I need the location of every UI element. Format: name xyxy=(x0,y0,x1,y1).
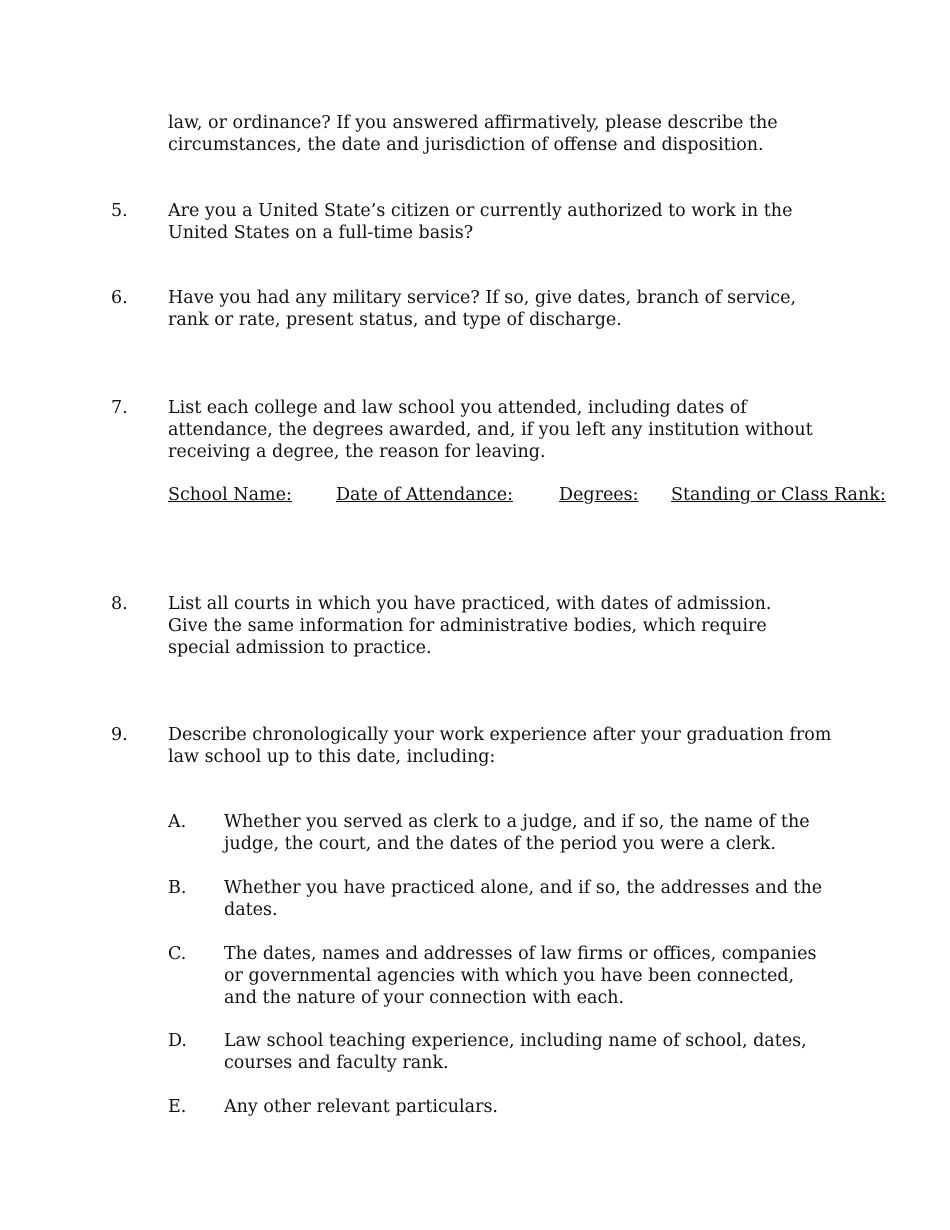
text-line: receiving a degree, the reason for leaving. xyxy=(168,442,546,462)
text-line: Give the same information for administrative bodies, which require xyxy=(168,616,767,636)
sub-item-b-text xyxy=(224,877,854,921)
column-header-standing-or-class-rank: Standing or Class Rank: xyxy=(671,485,886,505)
text-line: United States on a full-time basis? xyxy=(168,223,474,243)
text-line: List each college and law school you attended, including dates of xyxy=(168,398,747,418)
question-number: 8. xyxy=(111,594,128,614)
column-header-date-of-attendance: Date of Attendance: xyxy=(336,485,513,505)
sub-item-letter: B. xyxy=(168,878,187,898)
sub-item-letter: E. xyxy=(168,1097,187,1117)
text-line: Whether you have practiced alone, and if so, the addresses and the xyxy=(224,878,823,898)
question-9-text xyxy=(168,724,858,768)
sub-item-letter: C. xyxy=(168,944,187,964)
text-line: or governmental agencies with which you have been connected, xyxy=(224,966,795,986)
question-number: 6. xyxy=(111,288,128,308)
text-line: law school up to this date, including: xyxy=(168,747,496,767)
text-line: law, or ordinance? If you answered affirmatively, please describe the xyxy=(168,113,778,133)
question-number: 7. xyxy=(111,398,128,418)
text-line: judge, the court, and the dates of the period you were a clerk. xyxy=(224,834,776,854)
text-line: dates. xyxy=(224,900,278,920)
question-6-text xyxy=(168,287,858,331)
text-line: Are you a United State’s citizen or currently authorized to work in the xyxy=(168,201,793,221)
text-line: The dates, names and addresses of law firms or offices, companies xyxy=(224,944,817,964)
sub-item-a-text xyxy=(224,811,854,855)
sub-item-letter: A. xyxy=(168,812,187,832)
text-line: courses and faculty rank. xyxy=(224,1053,449,1073)
sub-item-c-text xyxy=(224,943,854,1009)
question-number: 9. xyxy=(111,725,128,745)
text-line: Describe chronologically your work experience after your graduation from xyxy=(168,725,832,745)
question-4-continuation xyxy=(168,112,858,156)
question-number: 5. xyxy=(111,201,128,221)
text-line: attendance, the degrees awarded, and, if you left any institution without xyxy=(168,420,813,440)
text-line: List all courts in which you have practiced, with dates of admission. xyxy=(168,594,772,614)
sub-item-e-text xyxy=(224,1096,854,1118)
sub-item-d-text xyxy=(224,1030,854,1074)
text-line: Law school teaching experience, including name of school, dates, xyxy=(224,1031,807,1051)
text-line: Have you had any military service? If so, give dates, branch of service, xyxy=(168,288,797,308)
column-header-school-name: School Name: xyxy=(168,485,292,505)
text-line: Any other relevant particulars. xyxy=(224,1097,498,1117)
sub-item-letter: D. xyxy=(168,1031,187,1051)
question-5-text xyxy=(168,200,858,244)
text-line: circumstances, the date and jurisdiction of offense and disposition. xyxy=(168,135,764,155)
text-line: and the nature of your connection with each. xyxy=(224,988,625,1008)
question-8-text xyxy=(168,593,858,659)
question-7-text xyxy=(168,397,858,463)
text-line: rank or rate, present status, and type of discharge. xyxy=(168,310,622,330)
text-line: Whether you served as clerk to a judge, and if so, the name of the xyxy=(224,812,810,832)
column-header-degrees: Degrees: xyxy=(559,485,639,505)
text-line: special admission to practice. xyxy=(168,638,432,658)
